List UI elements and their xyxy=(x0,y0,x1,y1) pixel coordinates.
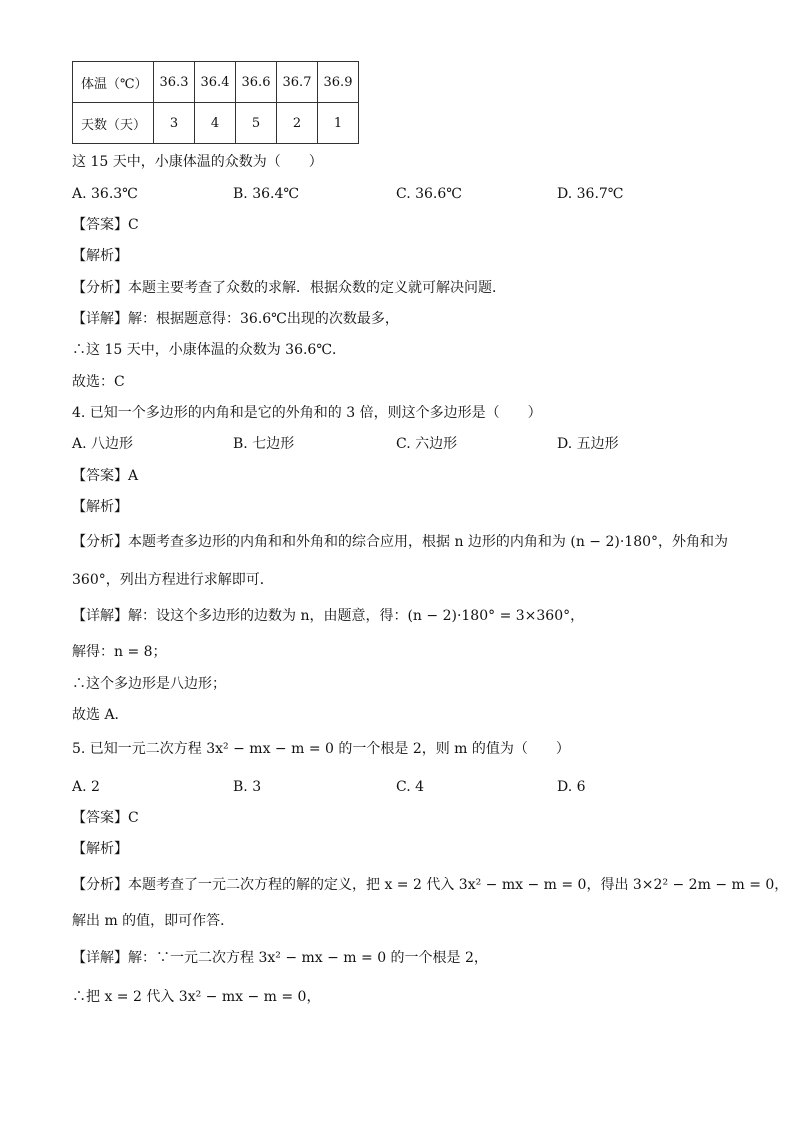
analysis-fenxi: 【分析】本题考查了一元二次方程的解的定义，把 x = 2 代入 3x² − mx − m = 0，得出 3×2² − 2m − m = 0， xyxy=(72,877,789,893)
temperature-table xyxy=(72,61,359,144)
table-cell: 天数（天） xyxy=(73,103,154,144)
analysis-xiangjie: 【详解】解：设这个多边形的边数为 n，由题意，得：(n − 2)·180° = 3×360°， xyxy=(72,608,585,624)
option-a: A. 八边形 xyxy=(72,436,134,452)
table-cell: 3 xyxy=(154,103,195,144)
option-b: B. 3 xyxy=(233,779,262,795)
analysis-fenxi: 【分析】本题主要考查了众数的求解．根据众数的定义就可解决问题． xyxy=(72,280,506,296)
table-cell: 36.6 xyxy=(236,62,277,103)
analysis-heading: 【解析】 xyxy=(72,499,128,515)
answer-line: 【答案】C xyxy=(72,810,139,826)
analysis-fenxi: 【分析】本题考查多边形的内角和和外角和的综合应用，根据 n 边形的内角和为 (n − 2)·180°，外角和为 xyxy=(72,534,729,550)
option-a: A. 36.3℃ xyxy=(72,186,138,202)
analysis-solve: 解得：n = 8； xyxy=(72,644,167,660)
table-cell: 2 xyxy=(277,103,318,144)
analysis-substitute: ∴把 x = 2 代入 3x² − mx − m = 0， xyxy=(72,989,321,1005)
option-b: B. 36.4℃ xyxy=(233,186,300,202)
analysis-xiangjie: 【详解】解：∵一元二次方程 3x² − mx − m = 0 的一个根是 2， xyxy=(72,950,488,966)
option-c: C. 36.6℃ xyxy=(396,186,462,202)
table-cell: 36.7 xyxy=(277,62,318,103)
analysis-heading: 【解析】 xyxy=(72,248,128,264)
table-cell: 36.9 xyxy=(318,62,359,103)
table-cell: 5 xyxy=(236,103,277,144)
option-b: B. 七边形 xyxy=(233,436,295,452)
question-stem: 这 15 天中，小康体温的众数为（ ） xyxy=(72,154,323,170)
option-d: D. 6 xyxy=(557,779,586,795)
analysis-fenxi-cont: 360°，列出方程进行求解即可． xyxy=(72,572,274,588)
table-row xyxy=(73,62,359,103)
table-cell: 体温（℃） xyxy=(73,62,154,103)
table-cell: 36.4 xyxy=(195,62,236,103)
table-row xyxy=(73,103,359,144)
option-d: D. 36.7℃ xyxy=(557,186,624,202)
option-d: D. 五边形 xyxy=(557,436,619,452)
analysis-heading: 【解析】 xyxy=(72,841,128,857)
analysis-conclusion: ∴这个多边形是八边形； xyxy=(72,676,226,692)
analysis-fenxi-cont: 解出 m 的值，即可作答． xyxy=(72,913,235,929)
table-cell: 4 xyxy=(195,103,236,144)
table-cell: 1 xyxy=(318,103,359,144)
answer-line: 【答案】A xyxy=(72,468,139,484)
answer-choice: 故选：C xyxy=(72,374,125,390)
option-a: A. 2 xyxy=(72,779,100,795)
option-c: C. 六边形 xyxy=(396,436,458,452)
question-stem: 4. 已知一个多边形的内角和是它的外角和的 3 倍，则这个多边形是（ ） xyxy=(72,405,542,421)
analysis-xiangjie: 【详解】解：根据题意得：36.6℃出现的次数最多， xyxy=(72,311,399,327)
option-c: C. 4 xyxy=(396,779,425,795)
analysis-conclusion: ∴这 15 天中，小康体温的众数为 36.6℃． xyxy=(72,342,346,358)
table-cell: 36.3 xyxy=(154,62,195,103)
question-stem: 5. 已知一元二次方程 3x² − mx − m = 0 的一个根是 2，则 m 的值为（ ） xyxy=(72,741,570,757)
answer-line: 【答案】C xyxy=(72,217,139,233)
answer-choice: 故选 A． xyxy=(72,707,129,723)
